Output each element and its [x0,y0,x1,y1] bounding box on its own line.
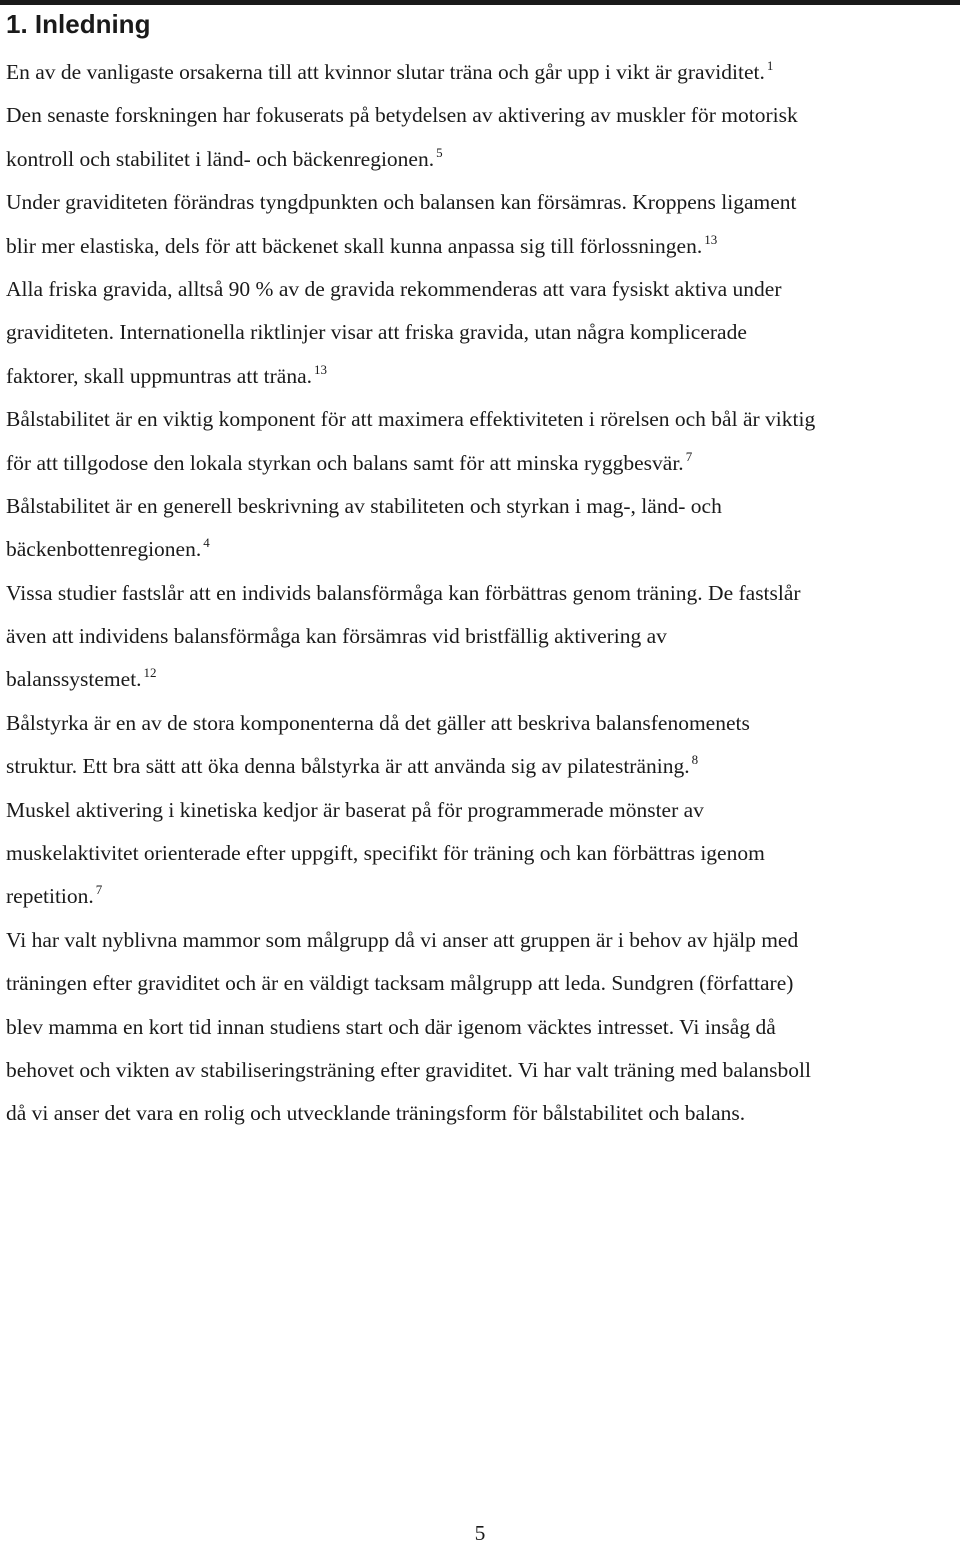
line-text: balanssystemet. [6,667,142,692]
line-text: blev mamma en kort tid innan studiens start och där igenom väcktes intresset. Vi insåg då [6,1014,776,1039]
text-line [6,832,956,875]
text-line [6,875,956,918]
top-rule [0,0,960,5]
footnote-reference: 13 [314,361,328,377]
text-line [6,398,956,441]
text-line [6,355,956,398]
text-line [6,615,956,658]
text-line [6,789,956,832]
line-text: Alla friska gravida, alltså 90 % av de gravida rekommenderas att vara fysiskt aktiva under [6,276,782,301]
footnote-reference: 1 [766,58,774,73]
text-line [6,658,956,701]
text-line [6,745,956,788]
text-line [6,572,956,615]
text-line [6,485,956,528]
text-line [6,962,956,1005]
line-text: faktorer, skall uppmuntras att träna. [6,363,313,388]
text-line [6,225,956,268]
text-line [6,1092,956,1135]
footnote-reference: 12 [143,665,157,681]
line-text: Bålstabilitet är en viktig komponent för att maximera effektiviteten i rörelsen och bål är viktig [6,407,816,432]
line-text: muskelaktivitet orienterade efter uppgift, specifikt för träning och kan förbättras igenom [6,841,765,866]
line-text: för att tillgodose den lokala styrkan och balans samt för att minska ryggbesvär. [6,450,684,475]
line-text: Muskel aktivering i kinetiska kedjor är baserat på för programmerade mönster av [6,797,704,822]
text-line [6,442,956,485]
page-number: 5 [474,1521,486,1545]
line-text: då vi anser det vara en rolig och utvecklande träningsform för bålstabilitet och balans. [6,1101,746,1126]
line-text: även att individens balansförmåga kan försämras vid bristfällig aktivering av [6,624,667,649]
text-line [6,268,956,311]
line-text: Bålstyrka är en av de stora komponenterna då det gäller att beskriva balansfenomenets [6,710,750,735]
line-text: Under graviditeten förändras tyngdpunkten och balansen kan försämras. Kroppens ligament [6,190,797,215]
text-line [6,311,956,354]
line-text: Bålstabilitet är en generell beskrivning av stabiliteten och styrkan i mag-, länd- och [6,493,722,518]
line-text: blir mer elastiska, dels för att bäckenet skall kunna anpassa sig till förlossningen. [6,233,703,258]
text-line [6,138,956,181]
footnote-reference: 7 [95,882,103,898]
line-text: bäckenbottenregionen. [6,537,202,562]
footnote-reference: 7 [685,448,693,464]
text-line [6,702,956,745]
line-text: Vissa studier fastslår att en individs balansförmåga kan förbättras genom träning. De fastslår [6,580,801,605]
text-line [6,1006,956,1049]
line-text: struktur. Ett bra sätt att öka denna bålstyrka är att använda sig av pilatesträning. [6,754,690,779]
footnote-reference: 5 [436,144,443,160]
text-line [6,528,956,571]
text-line [6,919,956,962]
text-line [6,94,956,137]
body-text [6,51,956,1136]
text-line [6,51,956,94]
text-line [6,1049,956,1092]
line-text: kontroll och stabilitet i länd- och bäckenregionen. [6,146,435,171]
line-text: Vi har valt nyblivna mammor som målgrupp då vi anser att gruppen är i behov av hjälp med [6,927,799,952]
line-text: En av de vanligaste orsakerna till att kvinnor slutar träna och går upp i vikt är graviditet. [6,60,765,84]
line-text: behovet och vikten av stabiliseringsträning efter graviditet. Vi har valt träning med balansboll [6,1057,811,1082]
line-text: graviditeten. Internationella riktlinjer visar att friska gravida, utan några komplicerade [6,320,747,345]
footnote-reference: 13 [704,231,718,247]
line-text: Den senaste forskningen har fokuserats på betydelsen av aktivering av muskler för motorisk [6,103,798,128]
footnote-reference: 8 [691,752,699,768]
text-line [6,181,956,224]
section-heading: 1. Inledning [6,9,151,39]
line-text: träningen efter graviditet och är en väldigt tacksam målgrupp att leda. Sundgren (författare) [6,971,794,996]
line-text: repetition. [6,884,94,909]
footnote-reference: 4 [203,535,210,551]
